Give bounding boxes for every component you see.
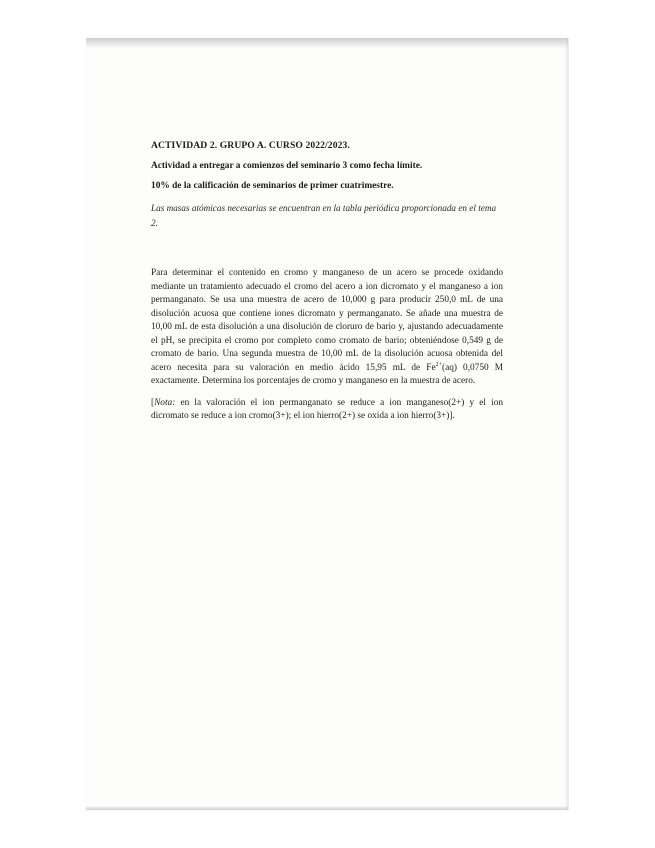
fe-charge-superscript: 2+ <box>435 361 442 368</box>
deadline-line: Actividad a entregar a comienzos del seminario 3 como fecha límite. <box>151 161 423 171</box>
titration-note <box>151 397 503 424</box>
note-text: en la valoración el ion permanganato se reduce a ion manganeso(2+) y el ion dicromato se reduce a ion cromo(3+); el ion hierro(2+) se oxida a ion hierro(3+)]. <box>151 397 503 421</box>
problem-statement <box>151 267 503 389</box>
paper-top-edge <box>86 38 568 48</box>
paper-bottom-edge <box>86 806 568 810</box>
paper-right-edge <box>566 38 569 810</box>
atomic-masses-note: Las masas atómicas necesarias se encuentran en la tabla periódica proporcionada en el tema 2. <box>151 203 497 228</box>
grading-line: 10% de la calificación de seminarios de primer cuatrimestre. <box>151 181 394 191</box>
problem-text-part1: Para determinar el contenido en cromo y manganeso de un acero se procede oxidando mediante un tratamiento adecuado el cromo del acero a ion dicromato y el manganeso a ion permanganato. Se usa una muestra de acero de 10,000 g para producir 250,0 mL de una disolución acuosa que contiene iones dicromato y permanganato. Se añade una muestra de 10,00 mL de esta disolución a una disolución de cloruro de bario y, ajustando adecuadamente el pH, se precipita el cromo por completo como cromato de bario; obteniéndose 0,549 g de cromato de bario. Una segunda muestra de 10,00 mL de la disolución acuosa obtenida del acero necesita para su valoración en medio ácido 15,95 mL de Fe <box>151 268 503 373</box>
problem-text-part2: (aq) 0,0750 M exactamente. Determina los porcentajes de cromo y manganeso en la muestra de acero. <box>151 362 504 386</box>
document-content <box>151 140 503 424</box>
activity-title: ACTIVIDAD 2. GRUPO A. CURSO 2022/2023. <box>151 140 350 151</box>
note-open-bracket: [ <box>151 397 155 408</box>
note-label: Nota: <box>154 397 176 408</box>
